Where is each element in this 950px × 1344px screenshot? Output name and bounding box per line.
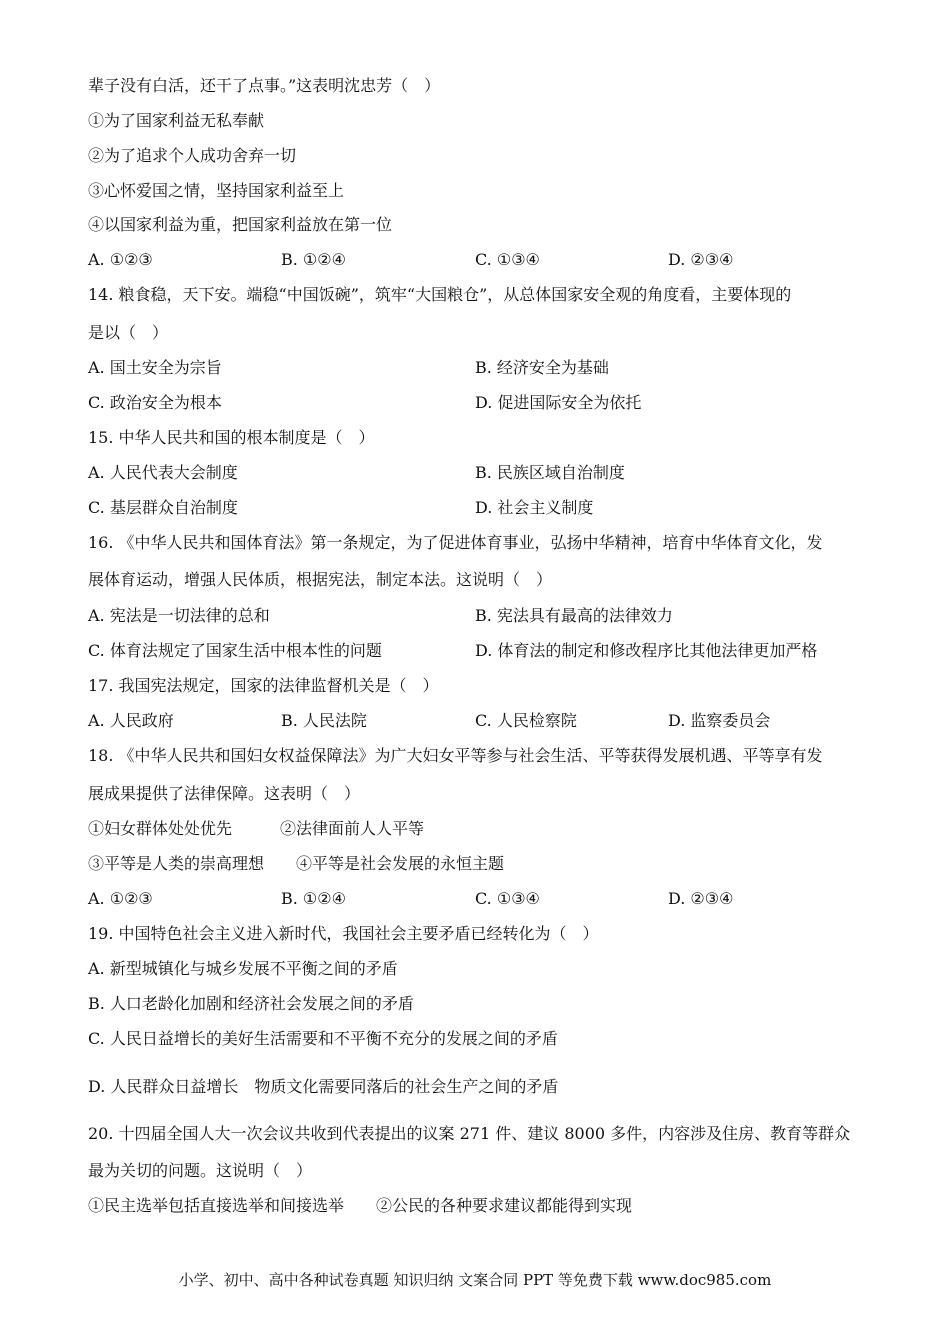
q13-option-c: C. ①③④: [475, 250, 540, 269]
q15-option-a: A. 人民代表大会制度: [88, 463, 238, 482]
q14-stem-line-2: 是以（ ）: [88, 323, 169, 342]
q19-stem: 19. 中国特色社会主义进入新时代，我国社会主要矛盾已经转化为（ ）: [88, 924, 599, 943]
q16-option-c: C. 体育法规定了国家生活中根本性的问题: [88, 641, 382, 660]
q17-option-c: C. 人民检察院: [475, 711, 577, 730]
q18-stem-line-2: 展成果提供了法律保障。这表明（ ）: [88, 784, 361, 803]
q13-option-a: A. ①②③: [88, 250, 153, 269]
q18-option-d: D. ②③④: [668, 889, 734, 908]
q13-option-b: B. ①②④: [281, 250, 346, 269]
q19-option-d: D. 人民群众日益增长 物质文化需要同落后的社会生产之间的矛盾: [88, 1077, 559, 1096]
q15-option-c: C. 基层群众自治制度: [88, 498, 238, 517]
q18-option-c: C. ①③④: [475, 889, 540, 908]
q13-statement-3: ③心怀爱国之情，坚持国家利益至上: [88, 181, 345, 200]
q18-stem-line-1: 18. 《中华人民共和国妇女权益保障法》为广大妇女平等参与社会生活、平等获得发展机遇、平等享有发: [88, 746, 823, 765]
q16-stem-line-1: 16. 《中华人民共和国体育法》第一条规定，为了促进体育事业，弘扬中华精神，培育中华体育文化，发: [88, 533, 823, 552]
q16-stem-line-2: 展体育运动，增强人民体质，根据宪法，制定本法。这说明（ ）: [88, 570, 553, 589]
q18-statements-3-4: ③平等是人类的崇高理想 ④平等是社会发展的永恒主题: [88, 854, 505, 873]
q20-stem-line-2: 最为关切的问题。这说明（ ）: [88, 1161, 313, 1180]
q19-option-b: B. 人口老龄化加剧和经济社会发展之间的矛盾: [88, 994, 414, 1013]
q14-option-c: C. 政治安全为根本: [88, 393, 222, 412]
q17-stem: 17. 我国宪法规定，国家的法律监督机关是（ ）: [88, 676, 439, 695]
q13-statement-1: ①为了国家利益无私奉献: [88, 111, 265, 130]
q14-option-a: A. 国土安全为宗旨: [88, 358, 222, 377]
page-footer: 小学、初中、高中各种试卷真题 知识归纳 文案合同 PPT 等免费下载 www.doc985.com: [178, 1271, 772, 1289]
q17-option-d: D. 监察委员会: [668, 711, 771, 730]
q13-statement-4: ④以国家利益为重，把国家利益放在第一位: [88, 215, 393, 234]
q18-statements-1-2: ①妇女群体处处优先 ②法律面前人人平等: [88, 819, 425, 838]
q14-option-b: B. 经济安全为基础: [475, 358, 609, 377]
q19-option-c: C. 人民日益增长的美好生活需要和不平衡不充分的发展之间的矛盾: [88, 1029, 558, 1048]
q13-stem-tail: 辈子没有白活，还干了点事。”这表明沈忠芳（ ）: [88, 76, 441, 95]
q13-option-d: D. ②③④: [668, 250, 734, 269]
q16-option-d: D. 体育法的制定和修改程序比其他法律更加严格: [475, 641, 818, 660]
q19-option-a: A. 新型城镇化与城乡发展不平衡之间的矛盾: [88, 959, 398, 978]
q15-option-b: B. 民族区域自治制度: [475, 463, 625, 482]
q20-stem-line-1: 20. 十四届全国人大一次会议共收到代表提出的议案 271 件、建议 8000 多件，内容涉及住房、教育等群众: [88, 1124, 851, 1143]
q14-stem-line-1: 14. 粮食稳，天下安。端稳“中国饭碗”，筑牢“大国粮仓”，从总体国家安全观的角度看，主要体现的: [88, 285, 792, 304]
q17-option-b: B. 人民法院: [281, 711, 367, 730]
q13-statement-2: ②为了追求个人成功舍弃一切: [88, 146, 297, 165]
q16-option-a: A. 宪法是一切法律的总和: [88, 606, 270, 625]
q16-option-b: B. 宪法具有最高的法律效力: [475, 606, 673, 625]
q20-statements-1-2: ①民主选举包括直接选举和间接选举 ②公民的各种要求建议都能得到实现: [88, 1196, 633, 1215]
q15-option-d: D. 社会主义制度: [475, 498, 594, 517]
q15-stem: 15. 中华人民共和国的根本制度是（ ）: [88, 428, 375, 447]
q17-option-a: A. 人民政府: [88, 711, 174, 730]
q14-option-d: D. 促进国际安全为依托: [475, 393, 642, 412]
q18-option-b: B. ①②④: [281, 889, 346, 908]
q18-option-a: A. ①②③: [88, 889, 153, 908]
